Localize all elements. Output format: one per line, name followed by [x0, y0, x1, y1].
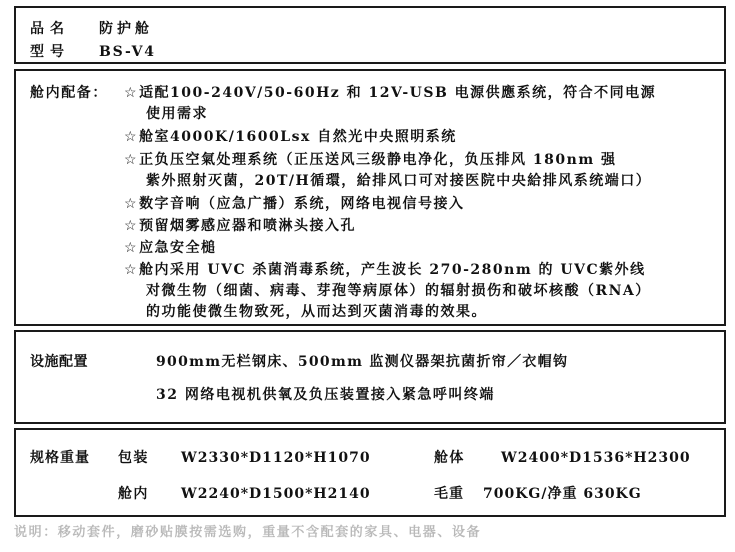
config-item-air-system-cont: 紫外照射灭菌，20T/H循環，給排风口可对接医院中央給排风系统端口）: [146, 173, 652, 189]
model-value: BS-V4: [99, 44, 156, 60]
footnote: 说明：移动套件，磨砂贴膜按需选购，重量不含配套的家具、电器、设备: [14, 525, 482, 540]
star-bullet-icon: ☆: [124, 85, 139, 101]
weight-values: 700KG/净重 630KG: [483, 486, 642, 502]
star-bullet-icon: ☆: [124, 240, 139, 256]
facilities-label: 设施配置: [30, 354, 88, 370]
spec-sheet: [14, 6, 726, 517]
package-dimensions: W2330*D1120*H1070: [181, 450, 371, 466]
product-name-value: 防护舱: [99, 21, 153, 37]
star-bullet-icon: ☆: [124, 152, 139, 168]
star-bullet-icon: ☆: [124, 129, 139, 145]
star-bullet-icon: ☆: [124, 196, 139, 212]
package-label: 包装: [118, 450, 149, 466]
product-info-section: [14, 6, 726, 64]
cabin-configuration-section: [14, 69, 726, 326]
star-bullet-icon: ☆: [124, 262, 139, 278]
config-item-uvc-cont-1: 对微生物（细菌、病毒、芽孢等病原体）的辐射损伤和破坏核酸（RNA）: [146, 283, 651, 299]
config-item-smoke-sensor: ☆预留烟雾感应器和喷淋头接入孔: [124, 218, 357, 234]
config-item-air-system: ☆正负压空氣处理系统（正压送风三级静电净化，负压排风 180nm 强: [124, 152, 617, 168]
specs-section: [14, 428, 726, 517]
product-name-label: 品名: [30, 21, 70, 37]
config-item-power: ☆适配100-240V/50-60Hz 和 12V-USB 电源供應系统，符合不同电源: [124, 85, 657, 101]
cabin-dimensions: W2240*D1500*H2140: [181, 486, 371, 502]
facilities-section: [14, 330, 726, 424]
configuration-label: 舱内配备：: [30, 85, 108, 101]
config-item-lighting: ☆舱室4000K/1600Lsx 自然光中央照明系统: [124, 129, 457, 145]
star-bullet-icon: ☆: [124, 218, 139, 234]
body-label: 舱体: [434, 450, 465, 466]
gross-weight-label: 毛重: [434, 486, 464, 502]
config-item-uvc-cont-2: 的功能使微生物致死，从而达到灭菌消毒的效果。: [146, 304, 487, 320]
config-item-audio: ☆数字音响（应急广播）系统，网络电视信号接入: [124, 196, 465, 212]
body-dimensions: W2400*D1536*H2300: [501, 450, 691, 466]
facilities-line-2: 32 网络电视机供氧及负压装置接入紧急呼叫终端: [156, 387, 495, 403]
model-label: 型号: [30, 44, 70, 60]
config-item-safety-hammer: ☆应急安全槌: [124, 240, 217, 256]
config-item-uvc: ☆舱内采用 UVC 杀菌消毒系统，产生波长 270-280nm 的 UVC紫外线: [124, 262, 646, 278]
cabin-label: 舱内: [118, 486, 149, 502]
facilities-line-1: 900mm无栏钢床、500mm 监测仪器架抗菌折帘／衣帽钩: [156, 354, 569, 370]
specs-label: 规格重量: [30, 450, 90, 466]
config-item-power-cont: 使用需求: [146, 106, 208, 122]
